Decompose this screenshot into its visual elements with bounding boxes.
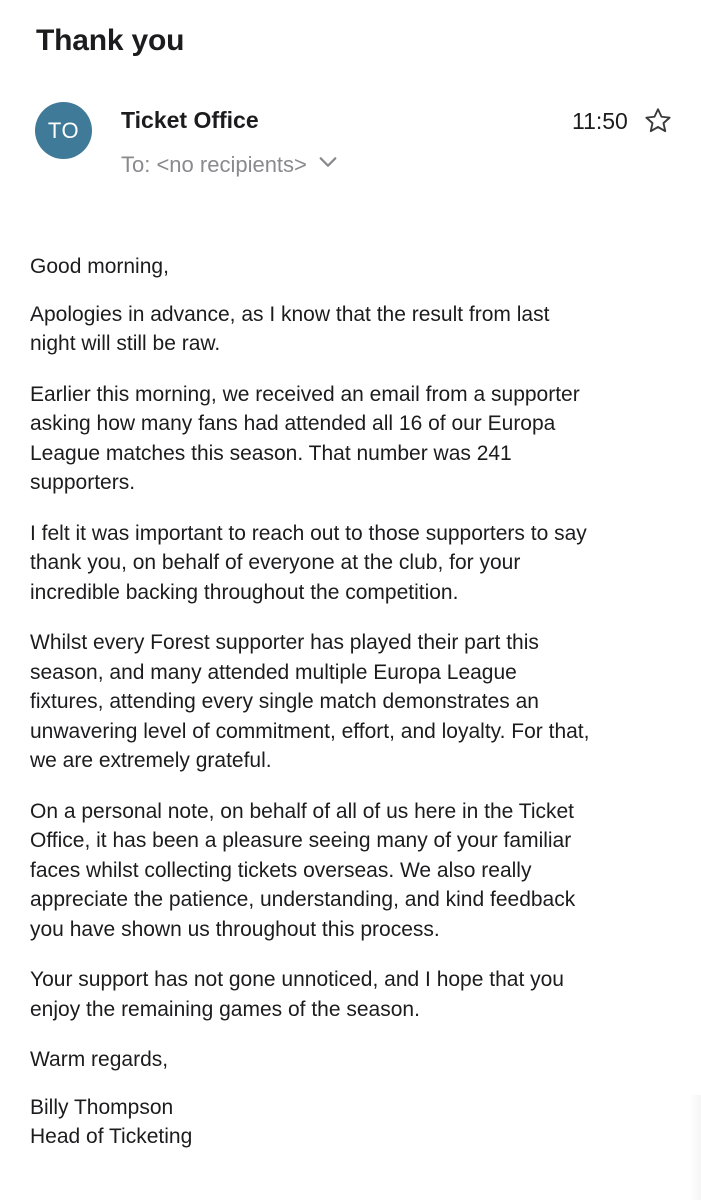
email-subject: Thank you <box>36 24 185 57</box>
email-time: 11:50 <box>572 108 628 134</box>
chevron-down-icon[interactable] <box>317 151 339 173</box>
signature <box>30 1093 590 1152</box>
email-body <box>30 252 590 1152</box>
sender-name[interactable]: Ticket Office <box>121 107 259 133</box>
body-paragraph: Whilst every Forest supporter has played their part this season, and many attended multiple Europa League fixtures, attending every single match demonstrates an unwavering level of commitment, effort, and loyalty. For that, we are extremely grateful. <box>30 631 590 772</box>
recipients-label: To: <no recipients> <box>121 152 307 177</box>
sender-avatar[interactable]: TO <box>35 102 92 159</box>
body-paragraph: Earlier this morning, we received an email from a supporter asking how many fans had attended all 16 of our Europa League matches this season. That number was 241 supporters. <box>30 382 580 494</box>
signoff: Warm regards, <box>30 1048 169 1071</box>
body-paragraph: I felt it was important to reach out to those supporters to say thank you, on behalf of everyone at the club, for your incredible backing throughout the competition. <box>30 521 587 604</box>
signature-title: Head of Ticketing <box>30 1125 193 1148</box>
recipients-row[interactable] <box>121 152 339 178</box>
body-paragraph: Your support has not gone unnoticed, and I hope that you enjoy the remaining games of the season. <box>30 968 564 1021</box>
body-paragraph: On a personal note, on behalf of all of us here in the Ticket Office, it has been a pleasure seeing many of your familiar faces whilst collecting tickets overseas. We also really appreciate the patience, understanding, and kind feedback you have shown us throughout this process. <box>30 799 576 941</box>
signature-name: Billy Thompson <box>30 1095 174 1119</box>
body-paragraph: Apologies in advance, as I know that the result from last night will still be raw. <box>30 302 550 355</box>
star-icon[interactable] <box>643 106 673 136</box>
scroll-edge-shadow <box>689 1095 701 1200</box>
greeting: Good morning, <box>30 255 169 278</box>
